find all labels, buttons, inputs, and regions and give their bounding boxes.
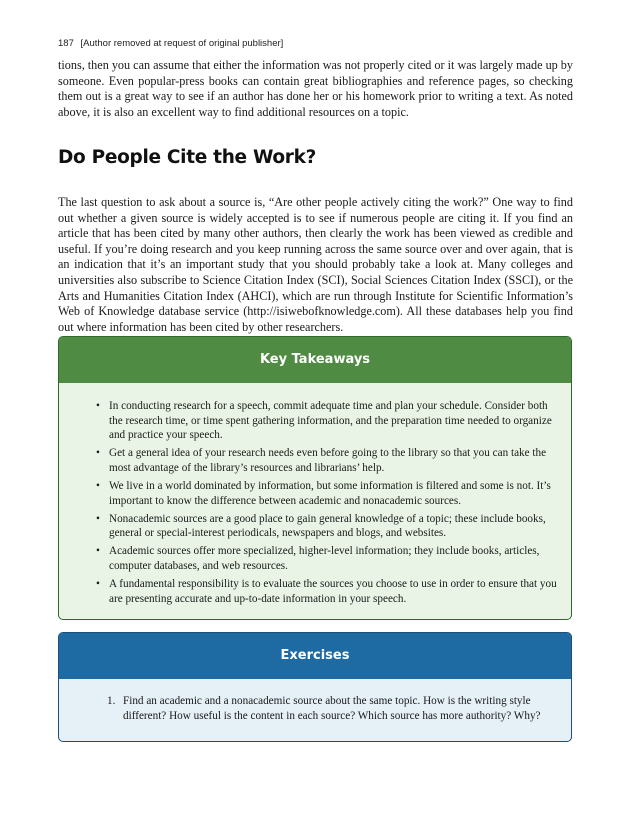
list-item: [107, 694, 553, 723]
running-title: [Author removed at request of original publisher]: [80, 38, 284, 49]
page-header: [58, 38, 283, 49]
list-item: • Get a general idea of your research needs even before going to the library so that you can take the most advantage of the library’s resources and librarians’ help.: [109, 446, 559, 475]
page-number: 187: [58, 38, 74, 49]
list-item: • In conducting research for a speech, commit adequate time and plan your schedule. Consider both the research time, or time spent gathering information, and the preparation time needed to organize and practice your speech.: [109, 399, 559, 443]
exercise-number: 1.: [107, 695, 116, 707]
list-item: • A fundamental responsibility is to evaluate the sources you choose to use in order to ensure that you are presenting accurate and up-to-date information in your speech.: [109, 577, 559, 606]
intro-paragraph: tions, then you can assume that either the information was not properly cited or it was largely made up by someone. Even popular-press books can contain great bibliographies and reference pages, so checking them out is a great way to see if an author has done her or his homework prior to writing a text. As noted above, it is also an excellent way to find additional resources on a topic.: [58, 58, 573, 119]
key-takeaways-title: Key Takeaways: [59, 337, 571, 383]
exercises-title: Exercises: [59, 633, 571, 679]
section-paragraph: The last question to ask about a source is, “Are other people actively citing the work?” One way to find out whether a given source is widely accepted is to see if numerous people are citing it. If you find an article that has been cited by many other authors, then clearly the work has been viewed as credible and useful. If you’re doing research and you keep running across the same source over and over again, that is an indication that it’s an important study that you should probably take a look at. Many colleges and universities also subscribe to Science Citation Index (SCI), Social Sciences Citation Index (SSCI), or the Arts and Humanities Citation Index (AHCI), which are run through Institute for Scientific Information’s Web of Knowledge database service (http://isiwebofknowledge.com). All these databases help you find out where information has been cited by other researchers.: [58, 195, 573, 334]
list-item: • We live in a world dominated by information, but some information is filtered and some is not. It’s important to know the difference between academic and nonacademic sources.: [109, 479, 559, 508]
exercise-text: Find an academic and a nonacademic source about the same topic. How is the writing style different? How useful is the content in each source? Which source has more authority? Why?: [123, 695, 541, 722]
list-item: • Academic sources offer more specialized, higher-level information; they include books, articles, computer databases, and web resources.: [109, 544, 559, 573]
list-item: • Nonacademic sources are a good place to gain general knowledge of a topic; these include books, general or special-interest periodicals, newspapers and blogs, and websites.: [109, 512, 559, 541]
exercises-box: [58, 632, 572, 742]
key-takeaways-box: [58, 336, 572, 620]
exercises-list: [107, 694, 553, 723]
key-takeaways-list: [109, 399, 559, 610]
section-heading: Do People Cite the Work?: [58, 147, 317, 168]
